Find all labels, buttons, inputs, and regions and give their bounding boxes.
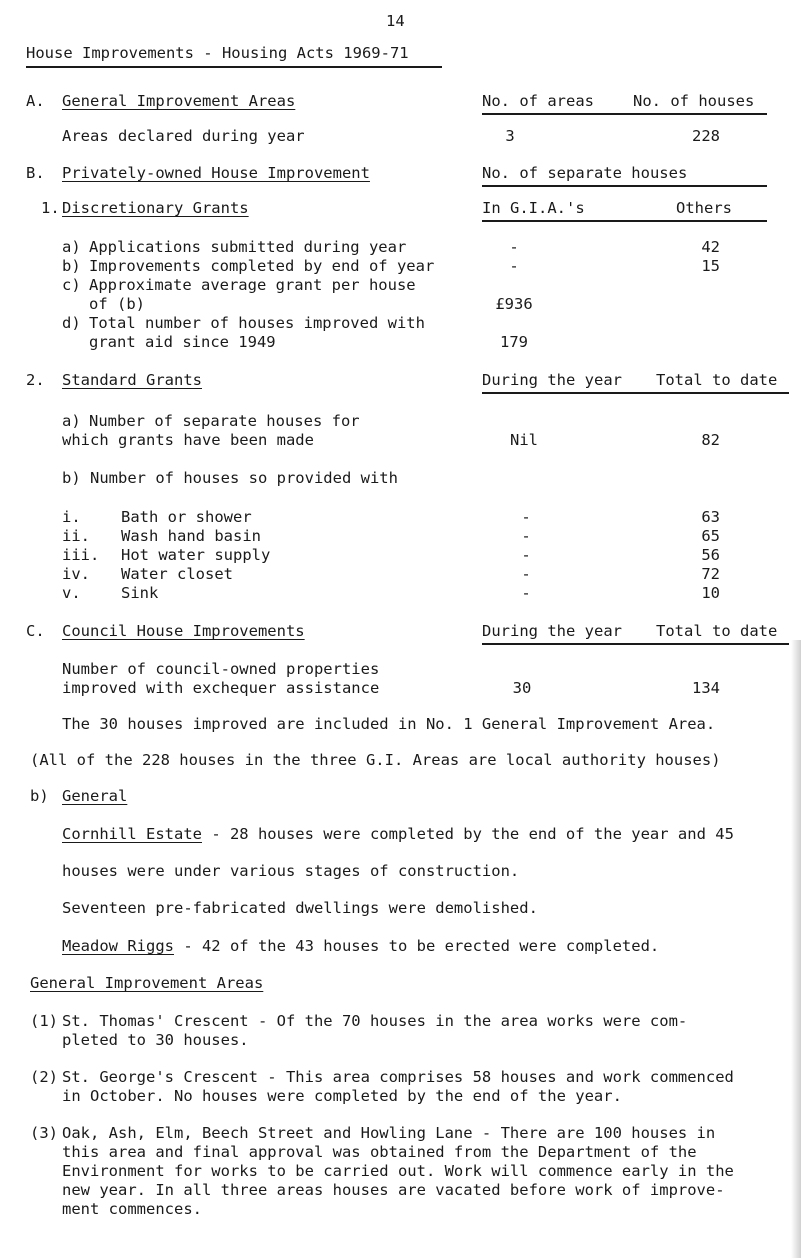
amenity-during-value: -: [521, 565, 531, 583]
amenity-num: v.: [62, 584, 81, 602]
col-header-during-year: During the year: [482, 622, 622, 640]
section-a-letter: A.: [26, 92, 45, 110]
meadow-text: - 42 of the 43 houses to be erected were completed.: [173, 937, 660, 955]
disc-row-text-cont: grant aid since 1949: [89, 333, 276, 351]
standard-b-text: b) Number of houses so provided with: [62, 469, 398, 487]
standard-a-letter: a): [62, 412, 81, 430]
disc-row-text: Approximate average grant per house: [89, 276, 416, 294]
meadow-label: Meadow Riggs: [62, 937, 174, 955]
standard-a-during-value: Nil: [510, 431, 538, 449]
amenity-num: i.: [62, 508, 81, 526]
amenity-total-value: 65: [701, 527, 720, 545]
amenity-total-value: 56: [701, 546, 720, 564]
amenity-label: Sink: [121, 584, 159, 602]
standard-a-text: Number of separate houses for: [89, 412, 360, 430]
gia-item-line: in October. No houses were completed by the end of the year.: [62, 1087, 622, 1105]
amenity-label: Water closet: [121, 565, 233, 583]
col-header-separate-houses: No. of separate houses: [482, 164, 688, 182]
general-letter: b): [30, 787, 49, 805]
gia-item-num: (2): [30, 1068, 58, 1086]
standard-heading: Standard Grants: [62, 371, 202, 389]
disc-row-gia-value: -: [509, 238, 519, 256]
discretionary-header-rule: [482, 220, 767, 222]
disc-row-letter: a): [62, 238, 81, 256]
disc-row-text: Applications submitted during year: [89, 238, 407, 256]
cornhill-paragraph: [62, 825, 734, 844]
disc-row-gia-value: -: [509, 257, 519, 275]
gia-item-line: St. George's Crescent - This area comprises 58 houses and work commenced: [62, 1068, 734, 1086]
gia-item-line: pleted to 30 houses.: [62, 1031, 249, 1049]
amenity-total-value: 10: [701, 584, 720, 602]
amenity-num: iv.: [62, 565, 90, 583]
cornhill-text-cont: houses were under various stages of construction.: [62, 862, 520, 880]
col-header-in-gias: In G.I.A.'s: [482, 199, 585, 217]
section-b-header-rule: [482, 185, 767, 187]
disc-row-gia-value: 179: [500, 333, 528, 351]
gia-item-line: Oak, Ash, Elm, Beech Street and Howling Lane - There are 100 houses in: [62, 1124, 716, 1142]
areas-declared-areas: 3: [505, 127, 515, 145]
standard-a-total-value: 82: [701, 431, 720, 449]
disc-row-text: Improvements completed by end of year: [89, 257, 435, 275]
council-text: Number of council-owned properties: [62, 660, 380, 678]
gia-item-num: (3): [30, 1124, 58, 1142]
meadow-paragraph: [62, 937, 659, 956]
disc-row-letter: b): [62, 257, 81, 275]
gia-item-line: St. Thomas' Crescent - Of the 70 houses in the area works were com-: [62, 1012, 688, 1030]
disc-row-text: Total number of houses improved with: [89, 314, 425, 332]
page-title: House Improvements - Housing Acts 1969-71: [26, 44, 409, 62]
amenity-label: Bath or shower: [121, 508, 252, 526]
disc-row-others-value: 42: [701, 238, 720, 256]
col-header-total-to-date: Total to date: [656, 622, 778, 640]
amenity-during-value: -: [521, 546, 531, 564]
standard-a-text-cont: which grants have been made: [62, 431, 314, 449]
general-heading: General: [62, 787, 128, 805]
gia-item-num: (1): [30, 1012, 58, 1030]
prefab-text: Seventeen pre-fabricated dwellings were demolished.: [62, 899, 538, 917]
council-note: The 30 houses improved are included in No. 1 General Improvement Area.: [62, 715, 716, 733]
amenity-label: Hot water supply: [121, 546, 271, 564]
discretionary-number: 1.: [41, 199, 60, 217]
areas-declared-houses: 228: [692, 127, 720, 145]
gia-item-line: Environment for works to be carried out. Work will commence early in the: [62, 1162, 734, 1180]
col-header-no-of-areas: No. of areas: [482, 92, 594, 110]
standard-number: 2.: [26, 371, 45, 389]
disc-row-text-cont: of (b): [89, 295, 145, 313]
section-c-header-rule: [482, 643, 789, 645]
amenity-total-value: 72: [701, 565, 720, 583]
amenity-during-value: -: [521, 527, 531, 545]
council-during-value: 30: [512, 679, 532, 697]
col-header-total-to-date: Total to date: [656, 371, 778, 389]
amenity-total-value: 63: [701, 508, 720, 526]
section-b-heading: Privately-owned House Improvement: [62, 164, 370, 182]
cornhill-label: Cornhill Estate: [62, 825, 202, 843]
amenity-label: Wash hand basin: [121, 527, 261, 545]
disc-row-letter: d): [62, 314, 81, 332]
disc-row-gia-value: £936: [495, 295, 533, 313]
gia-heading: General Improvement Areas: [30, 974, 264, 992]
col-header-others: Others: [676, 199, 732, 217]
title-underline: [26, 66, 442, 68]
amenity-during-value: -: [521, 584, 531, 602]
section-a-header-rule: [482, 113, 767, 115]
council-total-value: 134: [692, 679, 720, 697]
council-note-gia: (All of the 228 houses in the three G.I. Areas are local authority houses): [30, 751, 721, 769]
col-header-no-of-houses: No. of houses: [633, 92, 755, 110]
gia-item-line: this area and final approval was obtained from the Department of the: [62, 1143, 697, 1161]
amenity-num: ii.: [62, 527, 90, 545]
standard-header-rule: [482, 392, 789, 394]
section-c-letter: C.: [26, 622, 45, 640]
cornhill-text: - 28 houses were completed by the end of the year and 45: [201, 825, 734, 843]
gia-item-line: ment commences.: [62, 1200, 202, 1218]
amenity-during-value: -: [521, 508, 531, 526]
section-a-heading: General Improvement Areas: [62, 92, 296, 110]
disc-row-others-value: 15: [701, 257, 720, 275]
section-b-letter: B.: [26, 164, 45, 182]
council-text-cont: improved with exchequer assistance: [62, 679, 380, 697]
page-number: 14: [386, 12, 405, 30]
col-header-during-year: During the year: [482, 371, 622, 389]
gia-item-line: new year. In all three areas houses are vacated before work of improve-: [62, 1181, 725, 1199]
section-c-heading: Council House Improvements: [62, 622, 305, 640]
scan-edge-shadow: [791, 640, 801, 1258]
disc-row-letter: c): [62, 276, 81, 294]
amenity-num: iii.: [62, 546, 100, 564]
discretionary-heading: Discretionary Grants: [62, 199, 249, 217]
areas-declared-label: Areas declared during year: [62, 127, 305, 145]
